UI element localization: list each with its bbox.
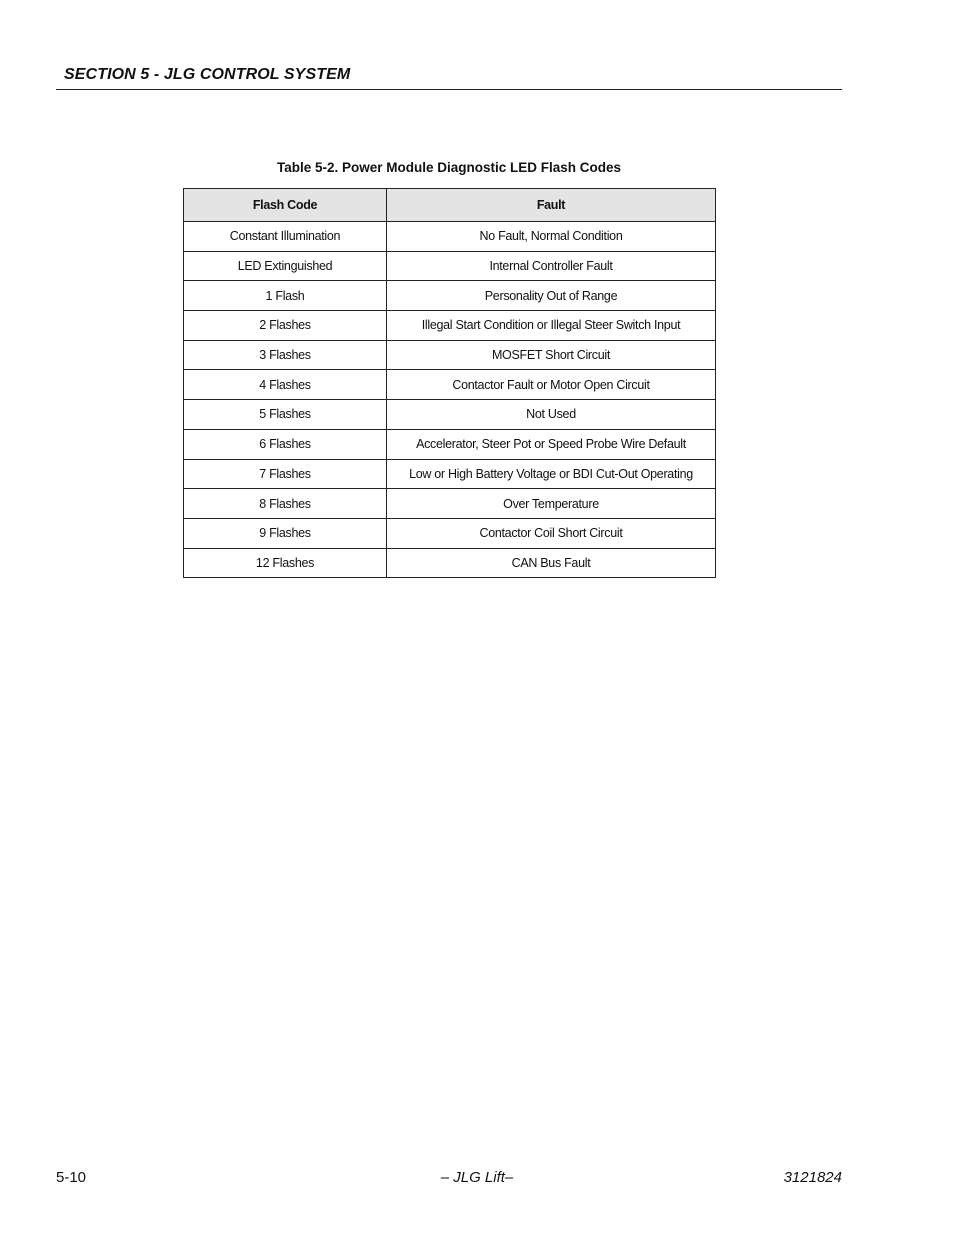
table-header-row (184, 189, 716, 222)
fault-cell: Contactor Fault or Motor Open Circuit (387, 370, 716, 400)
table-row (184, 222, 716, 252)
page-number: 5-10 (56, 1169, 87, 1186)
section-title: SECTION 5 - JLG CONTROL SYSTEM (64, 66, 351, 83)
table-caption: Table 5-2. Power Module Diagnostic LED Flash Codes (276, 160, 622, 175)
fault-cell: Not Used (387, 400, 716, 430)
table-row (184, 489, 716, 519)
fault-cell: Personality Out of Range (387, 281, 716, 311)
table-row (184, 340, 716, 370)
flash-code-cell: LED Extinguished (184, 251, 387, 281)
fault-cell: No Fault, Normal Condition (387, 222, 716, 252)
fault-cell: CAN Bus Fault (387, 548, 716, 578)
column-header-fault: Fault (387, 189, 716, 222)
footer-brand: – JLG Lift– (440, 1169, 514, 1186)
flash-code-cell: 12 Flashes (184, 548, 387, 578)
flash-code-cell: 9 Flashes (184, 518, 387, 548)
table-row (184, 370, 716, 400)
table-row (184, 400, 716, 430)
table-row (184, 251, 716, 281)
flash-code-cell: 1 Flash (184, 281, 387, 311)
column-header-flash-code: Flash Code (184, 189, 387, 222)
fault-cell: Accelerator, Steer Pot or Speed Probe Wire Default (387, 429, 716, 459)
flash-code-table (183, 188, 716, 578)
fault-cell: Low or High Battery Voltage or BDI Cut-Out Operating (387, 459, 716, 489)
fault-cell: Internal Controller Fault (387, 251, 716, 281)
table-row (184, 548, 716, 578)
table-row (184, 459, 716, 489)
flash-code-cell: Constant Illumination (184, 222, 387, 252)
document-number: 3121824 (783, 1169, 842, 1186)
flash-code-cell: 4 Flashes (184, 370, 387, 400)
flash-code-cell: 7 Flashes (184, 459, 387, 489)
flash-code-cell: 5 Flashes (184, 400, 387, 430)
fault-cell: Contactor Coil Short Circuit (387, 518, 716, 548)
flash-code-cell: 6 Flashes (184, 429, 387, 459)
table-row (184, 518, 716, 548)
table-row (184, 311, 716, 341)
table-row (184, 281, 716, 311)
fault-cell: MOSFET Short Circuit (387, 340, 716, 370)
flash-code-cell: 3 Flashes (184, 340, 387, 370)
section-header (56, 64, 842, 90)
flash-code-cell: 2 Flashes (184, 311, 387, 341)
table-row (184, 429, 716, 459)
flash-code-cell: 8 Flashes (184, 489, 387, 519)
fault-cell: Over Temperature (387, 489, 716, 519)
fault-cell: Illegal Start Condition or Illegal Steer Switch Input (387, 311, 716, 341)
